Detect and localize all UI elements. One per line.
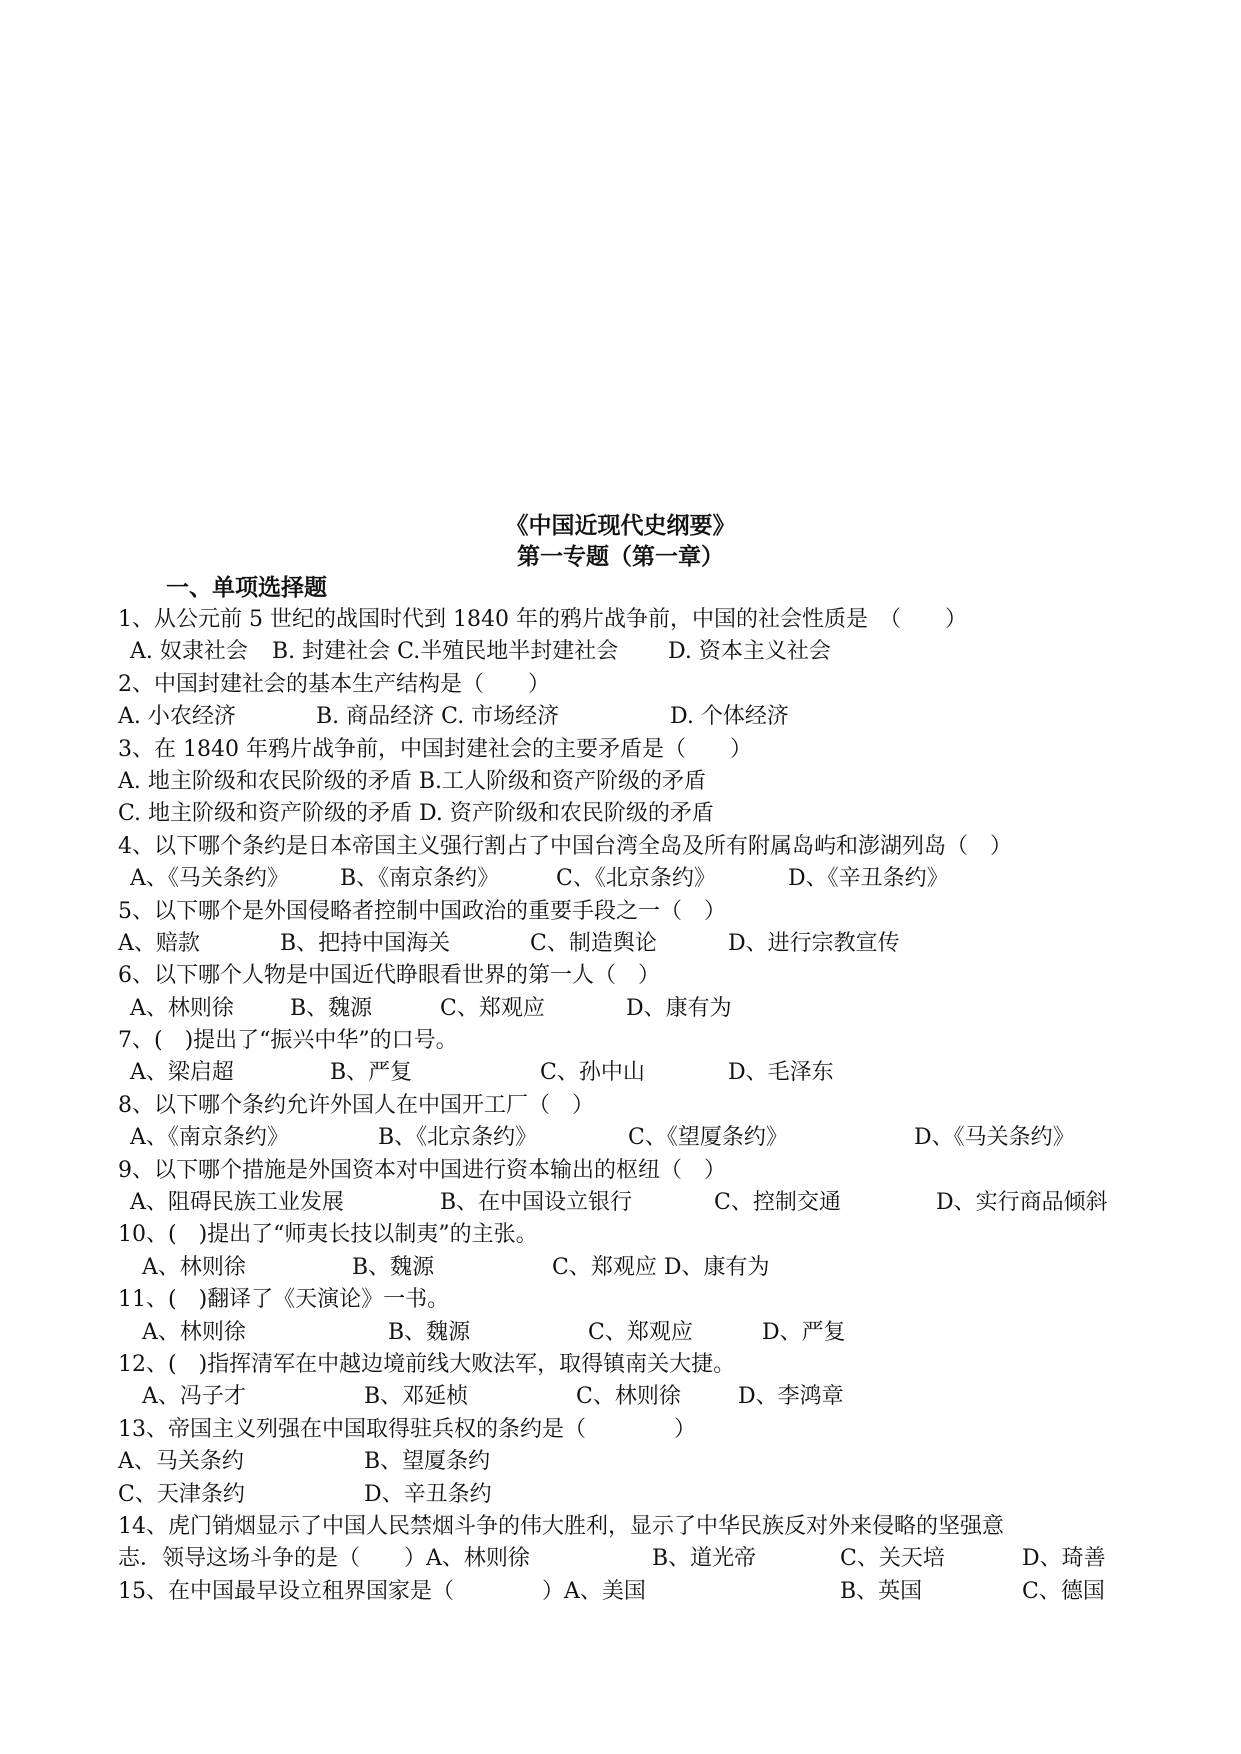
option-c: C、控制交通 <box>714 1190 841 1216</box>
option-b: B、严复 <box>330 1060 413 1086</box>
question-12-options <box>118 1381 1128 1413</box>
option-d: D、辛丑条约 <box>364 1481 492 1507</box>
question-6-options <box>118 993 1128 1025</box>
option-a: A、马关条约 <box>118 1449 244 1475</box>
question-1-options <box>118 636 1128 668</box>
option-d: D、实行商品倾斜 <box>936 1190 1108 1216</box>
option-a: A、《马关条约》 <box>130 866 289 892</box>
option-d: D、琦善 <box>1022 1546 1106 1572</box>
question-text-with-option-a: 志．领导这场斗争的是（ ）A、林则徐 <box>118 1546 530 1572</box>
document-title: 《中国近现代史纲要》 <box>505 513 736 539</box>
question-6-stem <box>118 960 1128 992</box>
option-d: D. 资本主义社会 <box>668 639 831 665</box>
question-text: 1、从公元前 5 世纪的战国时代到 1840 年的鸦片战争前，中国的社会性质是 （ ） <box>118 607 967 632</box>
option-b: B、魏源 <box>352 1254 435 1280</box>
option-d: D、《辛丑条约》 <box>788 866 949 892</box>
option-b: B、魏源 <box>388 1319 471 1345</box>
option-b-c: B. 封建社会 C.半殖民地半封建社会 <box>272 639 619 665</box>
question-13-stem <box>118 1414 1128 1446</box>
option-a: A、林则徐 <box>130 995 234 1021</box>
question-11-stem <box>118 1284 1128 1316</box>
option-c-d: C. 地主阶级和资产阶级的矛盾 D. 资产阶级和农民阶级的矛盾 <box>118 801 714 827</box>
question-13-options-cd <box>118 1479 1128 1511</box>
option-a: A、阻碍民族工业发展 <box>130 1190 344 1216</box>
question-text: 12、( )指挥清军在中越边境前线大败法军，取得镇南关大捷。 <box>118 1351 736 1377</box>
option-c: C、关天培 <box>840 1546 945 1572</box>
question-11-options <box>118 1317 1128 1349</box>
option-a: A. 奴隶社会 <box>130 639 248 665</box>
question-7-stem <box>118 1025 1128 1057</box>
section-heading: 一、单项选择题 <box>166 575 327 601</box>
question-3-options-ab <box>118 766 1128 798</box>
option-c: C、郑观应 <box>588 1319 693 1345</box>
option-a: A、林则徐 <box>142 1254 246 1280</box>
option-a: A、《南京条约》 <box>130 1125 289 1151</box>
question-text: 13、帝国主义列强在中国取得驻兵权的条约是（ ） <box>118 1416 696 1442</box>
option-b: B、英国 <box>840 1578 923 1604</box>
option-b-c: B. 商品经济 C. 市场经济 <box>316 704 560 730</box>
option-c: C、郑观应 <box>440 995 545 1021</box>
option-c-d: C、郑观应 D、康有为 <box>552 1254 770 1280</box>
option-a: A. 小农经济 <box>118 704 236 730</box>
option-b: B、在中国设立银行 <box>440 1190 633 1216</box>
option-d: D、进行宗教宣传 <box>728 930 900 956</box>
question-list <box>118 604 1128 1608</box>
question-text-with-option-a: 15、在中国最早设立租界国家是（ ）A、美国 <box>118 1578 646 1604</box>
question-text: 5、以下哪个是外国侵略者控制中国政治的重要手段之一（ ） <box>118 898 726 924</box>
question-4-options <box>118 863 1128 895</box>
option-a: A、林则徐 <box>142 1319 246 1345</box>
question-1-stem <box>118 604 1128 636</box>
option-d: D、《马关条约》 <box>914 1125 1075 1151</box>
option-b: B、邓延桢 <box>364 1384 469 1410</box>
option-a: A、赔款 <box>118 930 200 956</box>
option-c: C、制造舆论 <box>530 930 657 956</box>
question-text: 7、( )提出了“振兴中华”的口号。 <box>118 1028 458 1054</box>
option-b: B、道光帝 <box>652 1546 757 1572</box>
option-c: C、林则徐 <box>576 1384 681 1410</box>
option-d: D、李鸿章 <box>738 1384 844 1410</box>
question-10-options <box>118 1252 1128 1284</box>
option-b: B、魏源 <box>290 995 373 1021</box>
question-10-stem <box>118 1219 1128 1251</box>
question-text: 14、虎门销烟显示了中国人民禁烟斗争的伟大胜利，显示了中华民族反对外来侵略的坚强意 <box>118 1513 1004 1539</box>
question-text: 4、以下哪个条约是日本帝国主义强行割占了中国台湾全岛及所有附属岛屿和澎湖列岛（ ） <box>118 833 1013 859</box>
option-c: C、《望厦条约》 <box>628 1125 788 1151</box>
option-c: C、孙中山 <box>540 1060 645 1086</box>
option-d: D. 个体经济 <box>670 704 789 730</box>
option-b: B、把持中国海关 <box>280 930 451 956</box>
option-c: C、《北京条约》 <box>556 866 716 892</box>
question-12-stem <box>118 1349 1128 1381</box>
option-a: A、梁启超 <box>130 1060 234 1086</box>
question-3-stem <box>118 734 1128 766</box>
question-8-options <box>118 1122 1128 1154</box>
question-7-options <box>118 1057 1128 1089</box>
question-9-stem <box>118 1155 1128 1187</box>
option-d: D、毛泽东 <box>728 1060 834 1086</box>
question-2-stem <box>118 669 1128 701</box>
option-c: C、天津条约 <box>118 1481 245 1507</box>
question-5-stem <box>118 896 1128 928</box>
question-14-stem-continued <box>118 1543 1128 1575</box>
option-a: A、冯子才 <box>142 1384 246 1410</box>
question-3-options-cd <box>118 798 1128 830</box>
question-text: 8、以下哪个条约允许外国人在中国开工厂（ ） <box>118 1092 594 1118</box>
question-text: 2、中国封建社会的基本生产结构是（ ） <box>118 671 550 697</box>
option-d: D、康有为 <box>626 995 732 1021</box>
question-text: 11、( )翻译了《天演论》一书。 <box>118 1287 450 1313</box>
question-5-options <box>118 928 1128 960</box>
option-b: B、望厦条约 <box>364 1449 491 1475</box>
option-b: B、《北京条约》 <box>378 1125 538 1151</box>
option-c: C、德国 <box>1022 1578 1105 1604</box>
question-text: 9、以下哪个措施是外国资本对中国进行资本输出的枢纽（ ） <box>118 1157 726 1183</box>
option-b: B、《南京条约》 <box>340 866 500 892</box>
question-text: 3、在 1840 年鸦片战争前，中国封建社会的主要矛盾是（ ） <box>118 736 752 762</box>
document-subtitle: 第一专题（第一章） <box>517 544 724 570</box>
question-14-stem <box>118 1511 1128 1543</box>
question-15-stem <box>118 1576 1128 1608</box>
question-text: 10、( )提出了“师夷长技以制夷”的主张。 <box>118 1222 538 1248</box>
question-text: 6、以下哪个人物是中国近代睁眼看世界的第一人（ ） <box>118 963 660 989</box>
question-4-stem <box>118 831 1128 863</box>
question-8-stem <box>118 1090 1128 1122</box>
question-13-options-ab <box>118 1446 1128 1478</box>
question-9-options <box>118 1187 1128 1219</box>
question-2-options <box>118 701 1128 733</box>
option-a-b: A. 地主阶级和农民阶级的矛盾 B.工人阶级和资产阶级的矛盾 <box>118 768 707 794</box>
option-d: D、严复 <box>762 1319 846 1345</box>
